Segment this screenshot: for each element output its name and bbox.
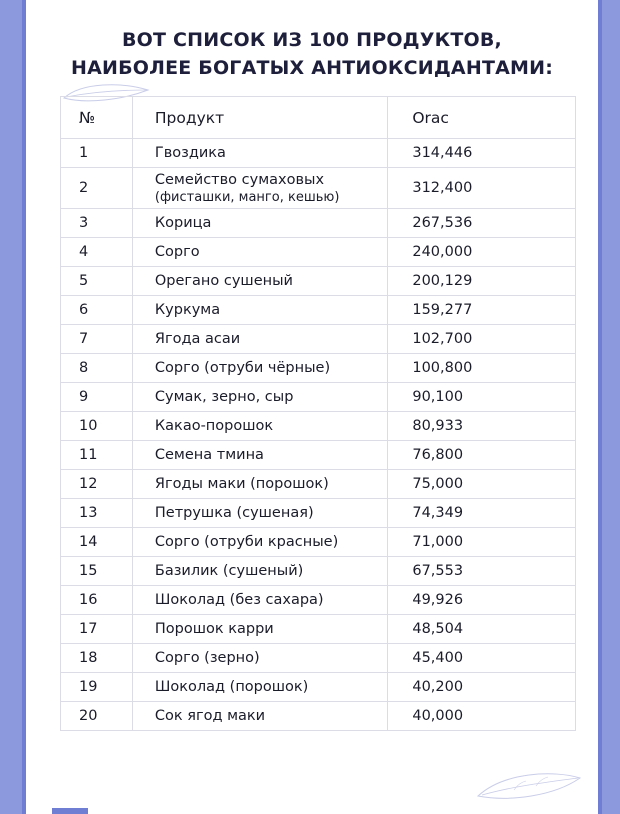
table-row	[61, 499, 576, 528]
header-orac: Orac	[388, 97, 576, 139]
row-number: 7	[61, 325, 133, 354]
row-orac: 49,926	[388, 586, 576, 615]
table-row	[61, 673, 576, 702]
leaf-decoration-icon	[474, 766, 584, 806]
row-number: 16	[61, 586, 133, 615]
row-orac: 48,504	[388, 615, 576, 644]
row-orac: 40,000	[388, 702, 576, 731]
table-row	[61, 267, 576, 296]
table-row	[61, 168, 576, 209]
row-product-cell: Куркума	[132, 296, 387, 325]
row-product-cell: Орегано сушеный	[132, 267, 387, 296]
row-number: 2	[61, 168, 133, 209]
row-product-cell: Сорго (отруби красные)	[132, 528, 387, 557]
row-orac: 75,000	[388, 470, 576, 499]
row-number: 20	[61, 702, 133, 731]
row-product-cell: Сумак, зерно, сыр	[132, 383, 387, 412]
row-number: 9	[61, 383, 133, 412]
row-number: 10	[61, 412, 133, 441]
row-number: 4	[61, 238, 133, 267]
row-product: Семейство сумаховых	[154, 171, 325, 188]
row-product-cell: Базилик (сушеный)	[132, 557, 387, 586]
row-orac: 67,553	[388, 557, 576, 586]
table-row	[61, 209, 576, 238]
table-row	[61, 615, 576, 644]
row-product-cell: Порошок карри	[132, 615, 387, 644]
row-orac: 102,700	[388, 325, 576, 354]
row-number: 19	[61, 673, 133, 702]
document-sheet	[22, 0, 602, 814]
row-orac: 312,400	[388, 168, 576, 209]
row-orac: 240,000	[388, 238, 576, 267]
row-orac: 267,536	[388, 209, 576, 238]
row-product-cell: Сорго (зерно)	[132, 644, 387, 673]
title-line-1: ВОТ СПИСОК ИЗ 100 ПРОДУКТОВ,	[122, 29, 502, 51]
row-product-cell: Семена тмина	[132, 441, 387, 470]
row-number: 13	[61, 499, 133, 528]
row-number: 8	[61, 354, 133, 383]
row-orac: 90,100	[388, 383, 576, 412]
row-product-cell: Ягоды маки (порошок)	[132, 470, 387, 499]
table-row	[61, 470, 576, 499]
table-row	[61, 296, 576, 325]
row-product-cell: Сок ягод маки	[132, 702, 387, 731]
row-product-cell: Петрушка (сушеная)	[132, 499, 387, 528]
row-orac: 45,400	[388, 644, 576, 673]
row-product-cell: Гвоздика	[132, 139, 387, 168]
table-row	[61, 702, 576, 731]
row-orac: 314,446	[388, 139, 576, 168]
table-row	[61, 238, 576, 267]
table-row	[61, 354, 576, 383]
table-row	[61, 586, 576, 615]
row-orac: 40,200	[388, 673, 576, 702]
row-orac: 76,800	[388, 441, 576, 470]
row-product-cell: Сорго	[132, 238, 387, 267]
corner-accent	[52, 808, 88, 814]
table-row	[61, 412, 576, 441]
header-number: №	[61, 97, 133, 139]
table-row	[61, 383, 576, 412]
row-product-cell: Сорго (отруби чёрные)	[132, 354, 387, 383]
row-number: 12	[61, 470, 133, 499]
row-orac: 159,277	[388, 296, 576, 325]
row-number: 17	[61, 615, 133, 644]
row-product-note: (фисташки, манго, кешью)	[154, 189, 340, 205]
row-number: 14	[61, 528, 133, 557]
row-orac: 100,800	[388, 354, 576, 383]
table-row	[61, 557, 576, 586]
table-header-row	[61, 97, 576, 139]
row-number: 1	[61, 139, 133, 168]
table-row	[61, 644, 576, 673]
row-product-cell: Шоколад (без сахара)	[132, 586, 387, 615]
row-product-cell: Ягода асаи	[132, 325, 387, 354]
table-row	[61, 528, 576, 557]
row-number: 11	[61, 441, 133, 470]
row-product-cell	[132, 168, 387, 209]
row-number: 15	[61, 557, 133, 586]
row-product-cell: Какао-порошок	[132, 412, 387, 441]
page-title	[26, 26, 598, 82]
row-number: 3	[61, 209, 133, 238]
row-number: 6	[61, 296, 133, 325]
table-row	[61, 325, 576, 354]
row-orac: 71,000	[388, 528, 576, 557]
row-orac: 200,129	[388, 267, 576, 296]
title-line-2: НАИБОЛЕЕ БОГАТЫХ АНТИОКСИДАНТАМИ:	[70, 57, 554, 79]
row-number: 5	[61, 267, 133, 296]
row-product-cell: Шоколад (порошок)	[132, 673, 387, 702]
table-row	[61, 441, 576, 470]
row-product-cell: Корица	[132, 209, 387, 238]
table-row	[61, 139, 576, 168]
products-table	[60, 96, 576, 731]
row-orac: 80,933	[388, 412, 576, 441]
row-number: 18	[61, 644, 133, 673]
row-orac: 74,349	[388, 499, 576, 528]
header-product: Продукт	[132, 97, 387, 139]
